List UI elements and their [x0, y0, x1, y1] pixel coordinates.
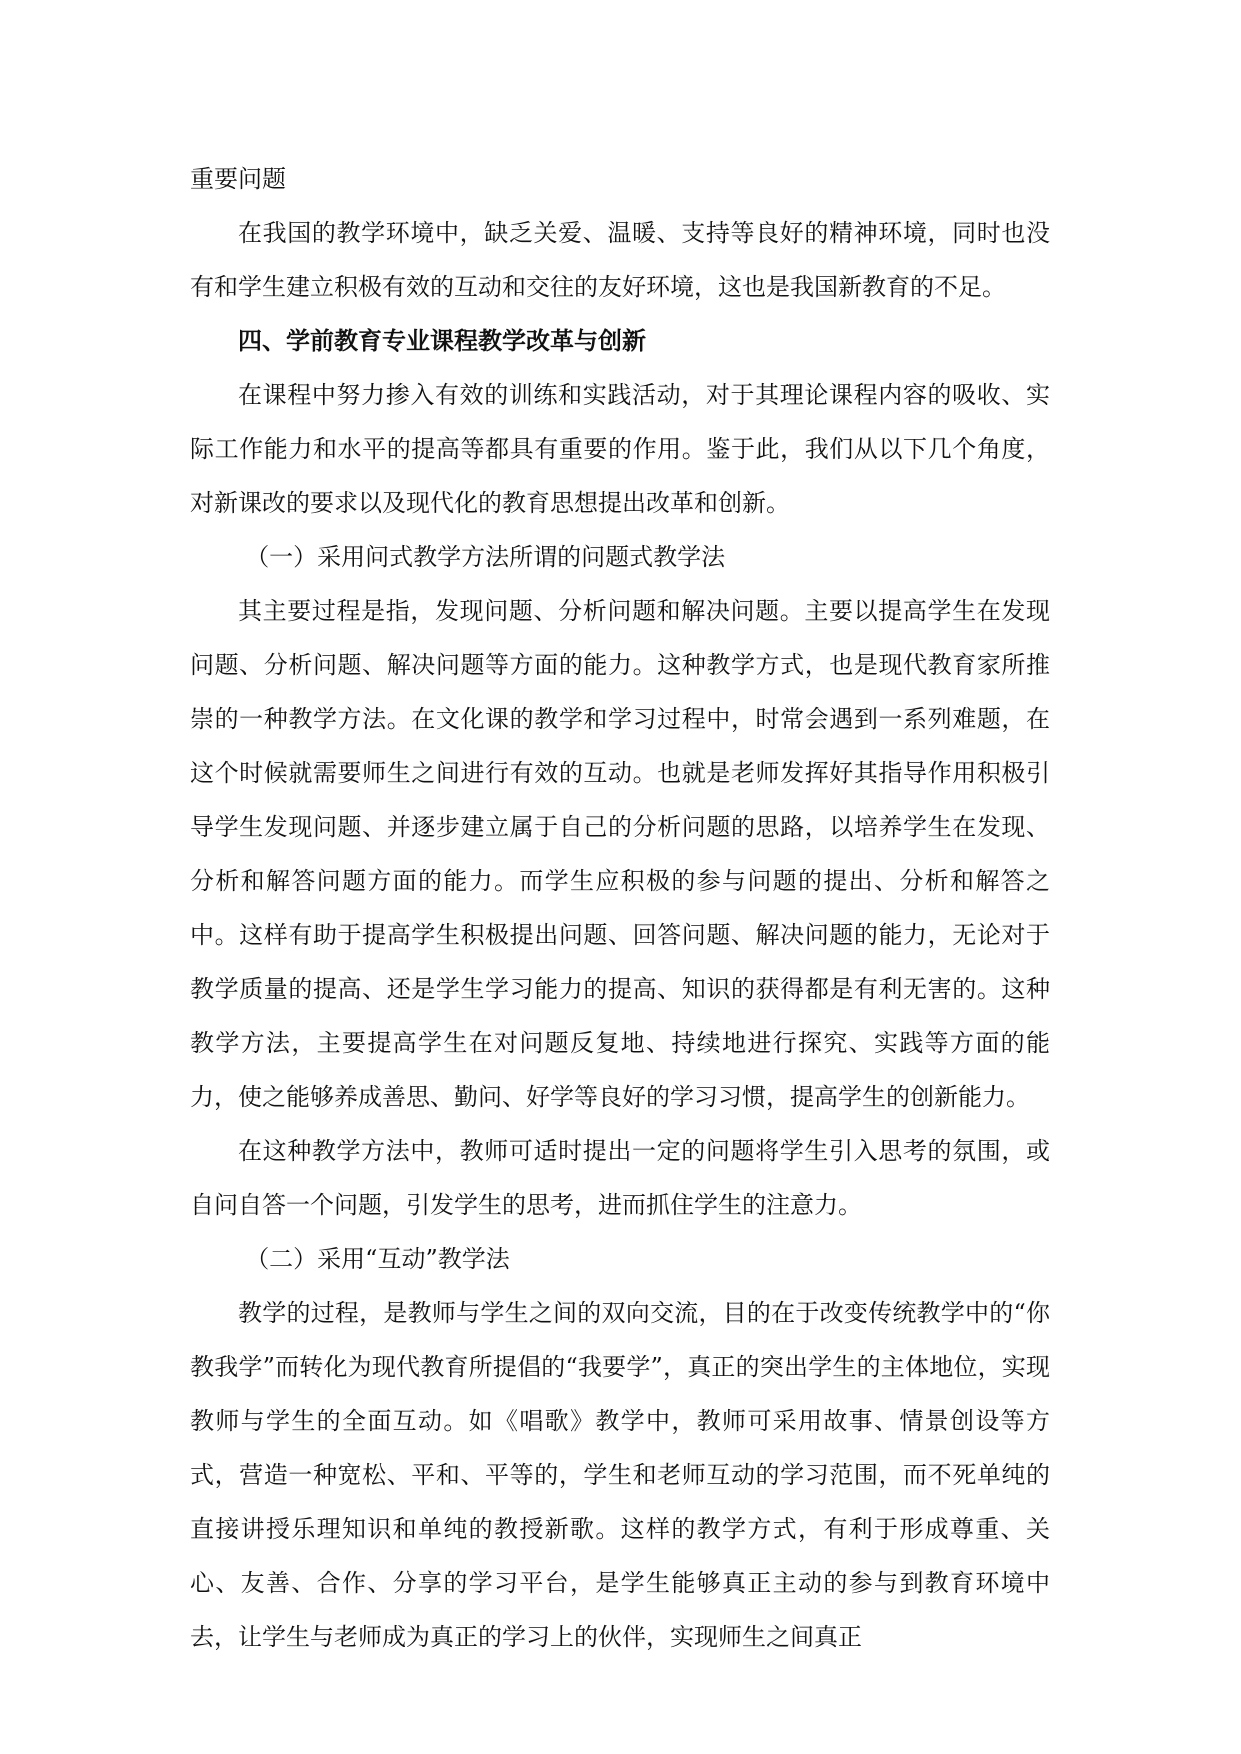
paragraph-interaction-method: 教学的过程，是教师与学生之间的双向交流，目的在于改变传统教学中的“你教我学”而转化为现代教育所提倡的“我要学”，真正的突出学生的主体地位，实现教师与学生的全面互动。如《唱歌》教学中，教师可采用故事、情景创设等方式，营造一种宽松、平和、平等的，学生和老师互动的学习范围，而不死单纯的直接讲授乐理知识和单纯的教授新歌。这样的教学方式，有利于形成尊重、关心、友善、合作、分享的学习平台，是学生能够真正主动的参与到教育环境中去，让学生与老师成为真正的学习上的伙伴，实现师生之间真正: [190, 1299, 1050, 1651]
document-page: [190, 152, 1050, 1664]
paragraph-question-method: 其主要过程是指，发现问题、分析问题和解决问题。主要以提高学生在发现问题、分析问题、解决问题等方面的能力。这种教学方式，也是现代教育家所推崇的一种教学方法。在文化课的教学和学习过程中，时常会遇到一系列难题，在这个时候就需要师生之间进行有效的互动。也就是老师发挥好其指导作用积极引导学生发现问题、并逐步建立属于自己的分析问题的思路，以培养学生在发现、分析和解答问题方面的能力。而学生应积极的参与问题的提出、分析和解答之中。这样有助于提高学生积极提出问题、回答问题、解决问题的能力，无论对于教学质量的提高、还是学生学习能力的提高、知识的获得都是有利无害的。这种教学方法，主要提高学生在对问题反复地、持续地进行探究、实践等方面的能力，使之能够养成善思、勤问、好学等良好的学习习惯，提高学生的创新能力。: [190, 597, 1050, 1111]
paragraph-environment: 在我国的教学环境中，缺乏关爱、温暖、支持等良好的精神环境，同时也没有和学生建立积极有效的互动和交往的友好环境，这也是我国新教育的不足。: [190, 219, 1050, 301]
paragraph-question-tips: 在这种教学方法中，教师可适时提出一定的问题将学生引入思考的氛围，或自问自答一个问题，引发学生的思考，进而抓住学生的注意力。: [190, 1137, 1050, 1219]
subsection-heading-1: （一）采用问式教学方法所谓的问题式教学法: [245, 543, 726, 571]
paragraph-continuation: 重要问题: [190, 165, 286, 193]
paragraph-intro: 在课程中努力掺入有效的训练和实践活动，对于其理论课程内容的吸收、实际工作能力和水平的提高等都具有重要的作用。鉴于此，我们从以下几个角度，对新课改的要求以及现代化的教育思想提出改革和创新。: [190, 381, 1050, 517]
section-heading-4: 四、学前教育专业课程教学改革与创新: [238, 327, 646, 355]
subsection-heading-2: （二）采用“互动”教学法: [245, 1245, 510, 1273]
